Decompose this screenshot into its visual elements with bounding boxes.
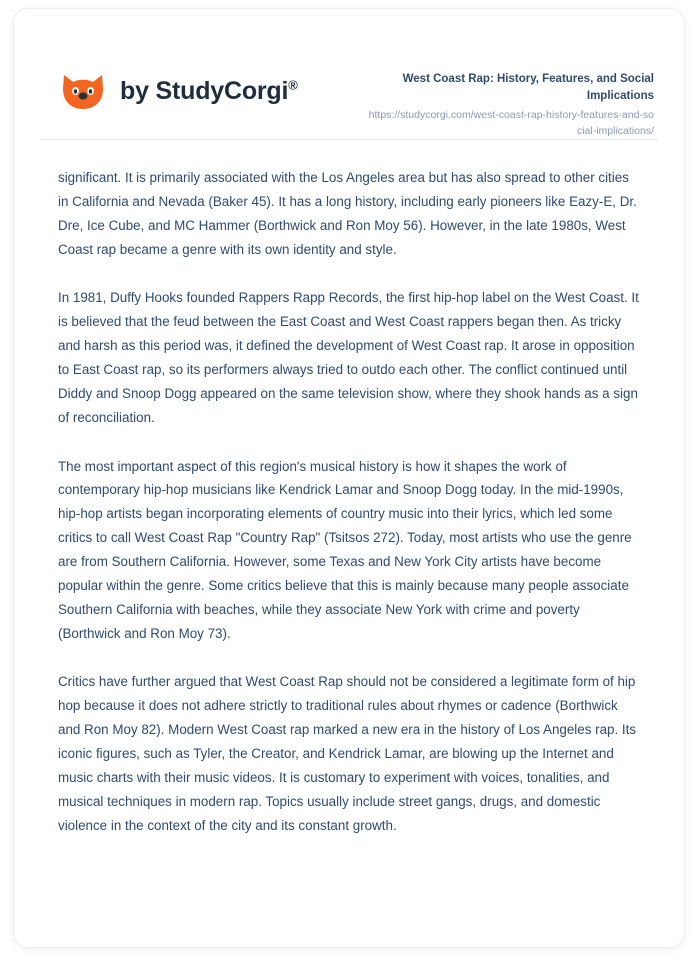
registered-mark: ® bbox=[288, 77, 298, 93]
corgi-logo-icon bbox=[60, 69, 106, 113]
brand-name: by StudyCorgi® bbox=[120, 76, 298, 105]
paragraph: In 1981, Duffy Hooks founded Rappers Rapp Records, the first hip-hop label on the West Coast. It is believed that the feud between the East Coast and West Coast rappers began then. As tricky and harsh as this period was, it defined the development of West Coast rap. It arose in opposition to East Coast rap, so its performers always tried to outdo each other. The conflict continued until Diddy and Snoop Dogg appeared on the same television show, where they shook hands as a sign of reconciliation. bbox=[58, 290, 639, 425]
paragraph: The most important aspect of this region's musical history is how it shapes the work of contemporary hip-hop musicians like Kendrick Lamar and Snoop Dogg today. In the mid-1990s, hip-hop artists began incorporating elements of country music into their lyrics, which led some critics to call West Coast Rap "Country Rap" (Tsitsos 272). Today, most artists who use the genre are from Southern California. However, some Texas and New York City artists have become popular within the genre. Some critics believe that this is mainly because many people associate Southern California with beaches, while they associate New York with crime and poverty (Borthwick and Ron Moy 73). bbox=[58, 458, 632, 641]
document-meta bbox=[364, 57, 654, 139]
document-body bbox=[14, 140, 684, 837]
page-header bbox=[14, 9, 684, 137]
document-url[interactable]: https://studycorgi.com/west-coast-rap-history-features-and-social-implications/ bbox=[368, 109, 654, 137]
paragraph: significant. It is primarily associated with the Los Angeles area but has also spread to other cities in California and Nevada (Baker 45). It has a long history, including early pioneers like Eazy-E, Dr. Dre, Ice Cube, and MC Hammer (Borthwick and Ron Moy 56). However, in the late 1980s, West Coast rap became a genre with its own identity and style. bbox=[58, 170, 637, 257]
document-page bbox=[14, 9, 684, 947]
paragraph: Critics have further argued that West Coast Rap should not be considered a legitimate form of hip hop because it does not adhere strictly to traditional rules about rhymes or cadence (Borthwick and Ron Moy 82). Modern West Coast rap marked a new era in the history of Los Angeles rap. Its iconic figures, such as Tyler, the Creator, and Kendrick Lamar, are blowing up the Internet and music charts with their music videos. It is customary to experiment with voices, tonalities, and musical techniques in modern rap. Topics usually include street gangs, drugs, and domestic violence in the context of the city and its constant growth. bbox=[58, 674, 637, 833]
document-title: West Coast Rap: History, Features, and Social Implications bbox=[402, 73, 654, 102]
brand-logo[interactable] bbox=[60, 69, 298, 113]
